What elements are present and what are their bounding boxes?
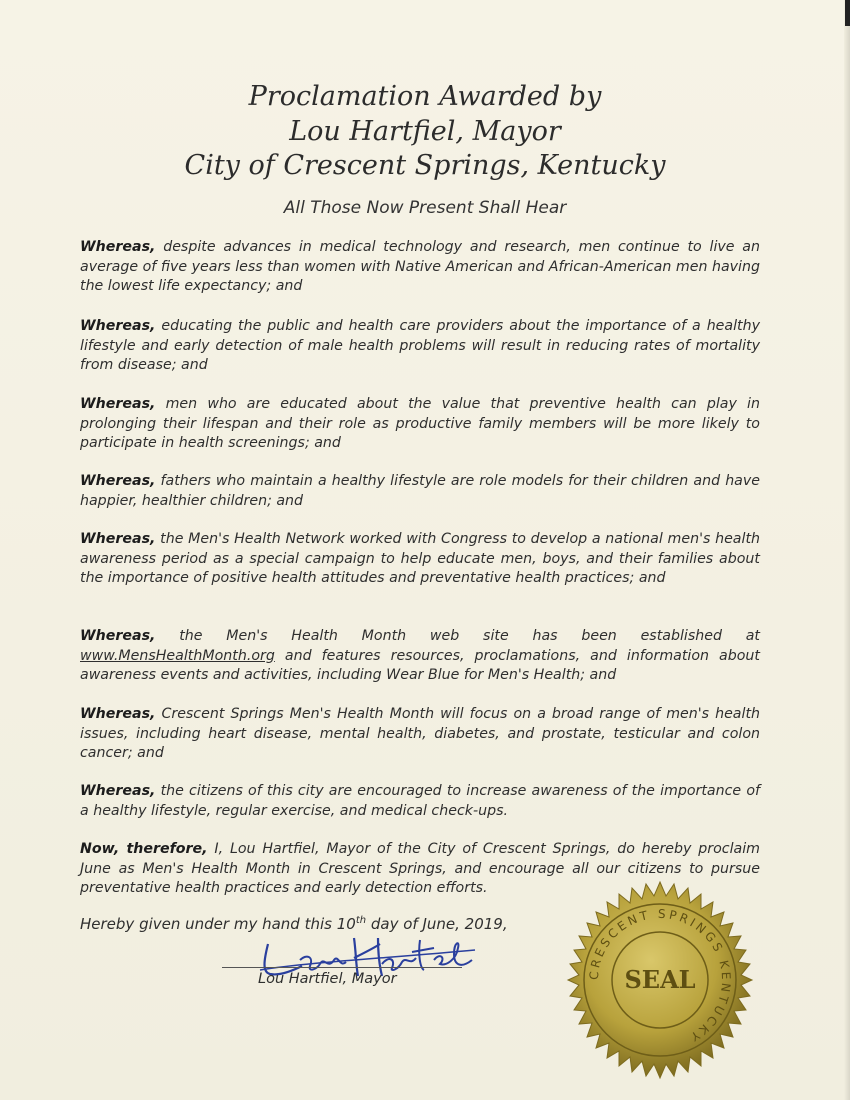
whereas-paragraph-3	[80, 395, 760, 454]
subtitle: All Those Now Present Shall Hear	[283, 198, 567, 218]
para-lead: Whereas,	[80, 318, 156, 334]
title-line-1: Proclamation Awarded by	[248, 81, 602, 112]
para-text: Crescent Springs Men's Health Month will focus on a broad range of men's health issues, including heart disease, mental health, diabetes, and prostate, testicular and colon cancer; and	[80, 706, 760, 761]
whereas-paragraph-4	[80, 472, 760, 511]
para-text: fathers who maintain a healthy lifestyle are role models for their children and have happier, healthier children; and	[80, 473, 760, 509]
para-text: educating the public and health care providers about the importance of a healthy lifestyle and early detection of male health problems will result in reducing rates of mortality from disease; and	[80, 318, 760, 373]
para-text: the citizens of this city are encouraged to increase awareness of the importance of a healthy lifestyle, regular exercise, and medical check-ups.	[80, 783, 760, 819]
para-text: the Men's Health Month web site has been established at	[155, 628, 760, 644]
gold-seal	[560, 880, 760, 1080]
given-text: Hereby given under my hand this 10	[80, 915, 356, 933]
given-text-end: day of June, 2019,	[366, 915, 508, 933]
para-lead: Whereas,	[80, 628, 156, 644]
whereas-paragraph-5	[80, 530, 760, 589]
whereas-paragraph-2	[80, 317, 760, 376]
title-line-2: Lou Hartfiel, Mayor	[289, 116, 561, 147]
edge-mark	[845, 0, 850, 26]
title-line-3: City of Crescent Springs, Kentucky	[184, 150, 666, 181]
given-superscript: th	[355, 915, 367, 926]
seal-center-text: SEAL	[624, 965, 696, 994]
para-lead: Whereas,	[80, 531, 156, 547]
para-text: men who are educated about the value that preventive health can play in prolonging their lifespan and their role as productive family members will be more likely to participate in health screenings; and	[80, 396, 760, 451]
whereas-paragraph-8	[80, 782, 760, 821]
para-lead: Whereas,	[80, 239, 156, 255]
para-text: I, Lou Hartfiel, Mayor of the City of Crescent Springs, do hereby proclaim June as Men's Health Month in Crescent Springs, and encourage all our citizens to pursue preventative health practices and early detection efforts.	[80, 841, 760, 896]
signature-line	[222, 967, 462, 968]
para-lead: Now, therefore,	[80, 841, 208, 857]
whereas-paragraph-1	[80, 238, 760, 297]
seal-ring-text: CRESCENT SPRINGS KENTUCKY	[586, 906, 734, 1046]
para-lead: Whereas,	[80, 783, 156, 799]
para-lead: Whereas,	[80, 473, 156, 489]
para-text: and features resources, proclamations, and information about awareness events and activities, including Wear Blue for Men's Health; and	[80, 647, 760, 683]
para-text: the Men's Health Network worked with Congress to develop a national men's health awareness period as a special campaign to help educate men, boys, and their families about the importance of positive health attitudes and preventative health practices; and	[80, 531, 760, 586]
whereas-paragraph-6	[80, 627, 760, 686]
website-link[interactable]: www.MensHealthMonth.org	[80, 647, 275, 664]
para-text: despite advances in medical technology and research, men continue to live an average of five years less than women with Native American and African-American men having the lowest life expectancy; and	[80, 239, 760, 294]
para-lead: Whereas,	[80, 706, 156, 722]
signatory-name: Lou Hartfiel, Mayor	[258, 971, 397, 987]
para-lead: Whereas,	[80, 396, 156, 412]
whereas-paragraph-7	[80, 705, 760, 764]
